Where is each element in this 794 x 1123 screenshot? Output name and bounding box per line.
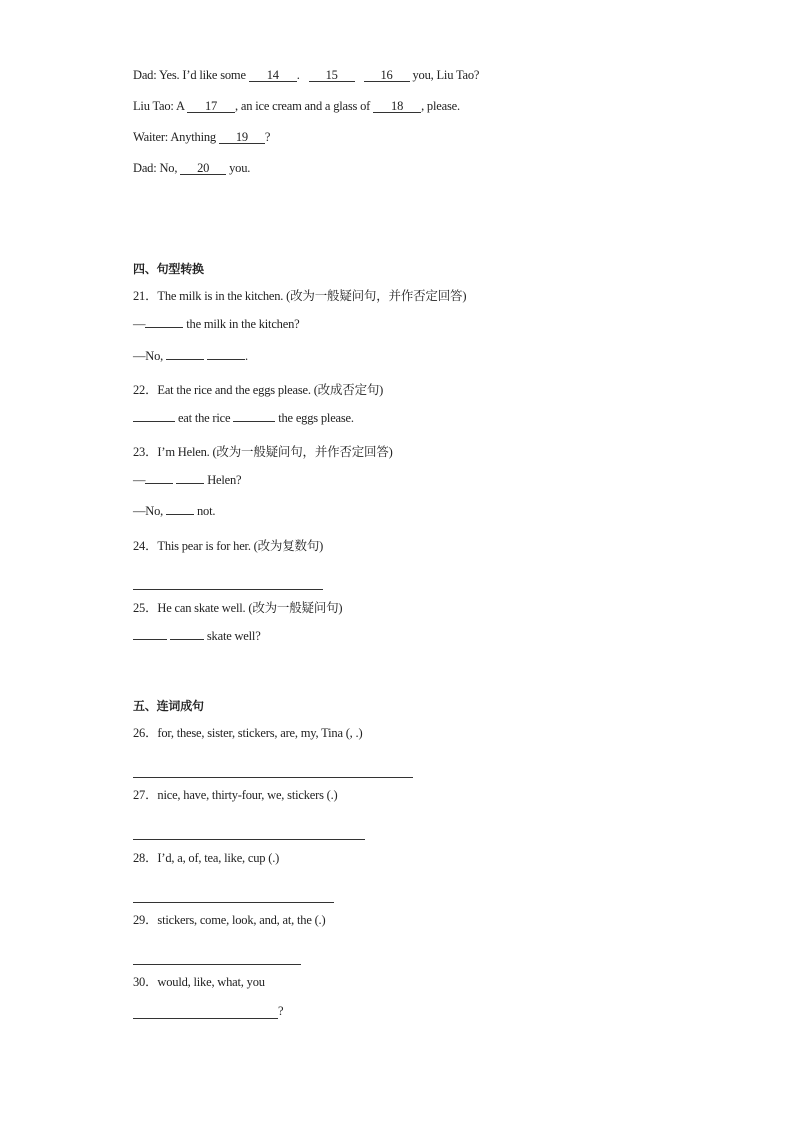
answer-27-line[interactable] bbox=[133, 829, 365, 844]
answer-text: —No, bbox=[133, 504, 164, 518]
section-4-heading: 四、句型转换 bbox=[133, 262, 204, 276]
answer-text: not. bbox=[196, 504, 216, 518]
blank-20[interactable]: 20 bbox=[180, 162, 226, 175]
answer-21-line-1 bbox=[133, 317, 299, 332]
answer-blank[interactable] bbox=[176, 483, 204, 484]
blank-17[interactable]: 17 bbox=[187, 100, 235, 113]
answer-blank[interactable] bbox=[145, 327, 183, 328]
separator: . bbox=[296, 68, 300, 82]
answer-text: the milk in the kitchen? bbox=[186, 317, 300, 331]
answer-text: —No, bbox=[133, 349, 164, 363]
blank-14[interactable]: 14 bbox=[249, 69, 297, 82]
question-29: 29．stickers, come, look, and, at, the (.) bbox=[133, 913, 326, 927]
answer-blank[interactable] bbox=[133, 639, 167, 640]
speaker-label: Dad: bbox=[133, 161, 157, 175]
answer-23-line-2 bbox=[133, 504, 215, 519]
question-24: 24．This pear is for her. (改为复数句) bbox=[133, 539, 324, 553]
question-mark: ? bbox=[278, 1004, 284, 1018]
answer-29-line[interactable] bbox=[133, 954, 301, 969]
dash: — bbox=[133, 317, 146, 331]
dialogue-text: A bbox=[175, 99, 185, 113]
dialogue-text: , please. bbox=[421, 99, 460, 113]
answer-text: skate well? bbox=[206, 629, 261, 643]
dialogue-text: Anything bbox=[170, 130, 216, 144]
answer-blank[interactable] bbox=[207, 359, 245, 360]
question-25: 25．He can skate well. (改为一般疑问句) bbox=[133, 601, 343, 615]
answer-24-line[interactable] bbox=[133, 579, 323, 594]
answer-21-line-2 bbox=[133, 349, 248, 364]
answer-28-line[interactable] bbox=[133, 892, 334, 907]
question-28: 28．I’d, a, of, tea, like, cup (.) bbox=[133, 851, 280, 865]
answer-text: Helen? bbox=[207, 473, 242, 487]
dialogue-text: Yes. bbox=[158, 68, 180, 82]
answer-blank[interactable] bbox=[166, 514, 194, 515]
dialogue-text: you. bbox=[229, 161, 251, 175]
answer-30-line[interactable] bbox=[133, 1017, 278, 1019]
dialogue-text: No, bbox=[159, 161, 178, 175]
answer-blank[interactable] bbox=[133, 421, 175, 422]
question-22: 22．Eat the rice and the eggs please. (改成否定句) bbox=[133, 383, 384, 397]
dialogue-text: some bbox=[220, 68, 246, 82]
answer-blank[interactable] bbox=[233, 421, 275, 422]
answer-blank[interactable] bbox=[145, 483, 173, 484]
question-21: 21．The milk is in the kitchen. (改为一般疑问句，并作否定回答) bbox=[133, 289, 467, 303]
answer-blank[interactable] bbox=[166, 359, 204, 360]
question-30: 30．would, like, what, you bbox=[133, 975, 265, 989]
speaker-label: Waiter: bbox=[133, 130, 169, 144]
dialogue-text: ? bbox=[264, 130, 271, 144]
dialogue-text: you, Liu bbox=[412, 68, 454, 82]
dialogue-text: Tao? bbox=[455, 68, 480, 82]
answer-26-line[interactable] bbox=[133, 767, 413, 782]
section-5-heading: 五、连词成句 bbox=[133, 699, 204, 713]
question-27: 27．nice, have, thirty-four, we, stickers (.) bbox=[133, 788, 338, 802]
blank-18[interactable]: 18 bbox=[373, 100, 421, 113]
answer-text: the eggs please. bbox=[278, 411, 354, 425]
answer-23-line-1 bbox=[133, 473, 241, 488]
speaker-label: Dad: bbox=[133, 68, 157, 82]
answer-text: eat the rice bbox=[177, 411, 231, 425]
blank-19[interactable]: 19 bbox=[219, 131, 265, 144]
blank-15[interactable]: 15 bbox=[309, 69, 355, 82]
dialogue-text: , an ice cream and a glass of bbox=[235, 99, 371, 113]
dialogue-line-dad-1 bbox=[133, 68, 479, 83]
dash: — bbox=[133, 473, 146, 487]
dialogue-text: I’d like bbox=[182, 68, 218, 82]
question-26: 26．for, these, sister, stickers, are, my, Tina (, .) bbox=[133, 726, 363, 740]
dialogue-line-dad-2 bbox=[133, 161, 250, 176]
question-23: 23．I’m Helen. (改为一般疑问句，并作否定回答) bbox=[133, 445, 393, 459]
answer-text: . bbox=[244, 349, 248, 363]
blank-16[interactable]: 16 bbox=[364, 69, 410, 82]
dialogue-line-liu-tao bbox=[133, 99, 460, 114]
answer-30 bbox=[133, 1004, 283, 1019]
answer-blank[interactable] bbox=[170, 639, 204, 640]
dialogue-line-waiter bbox=[133, 130, 270, 145]
answer-22 bbox=[133, 411, 354, 426]
answer-25 bbox=[133, 629, 261, 644]
speaker-label: Liu Tao: bbox=[133, 99, 174, 113]
